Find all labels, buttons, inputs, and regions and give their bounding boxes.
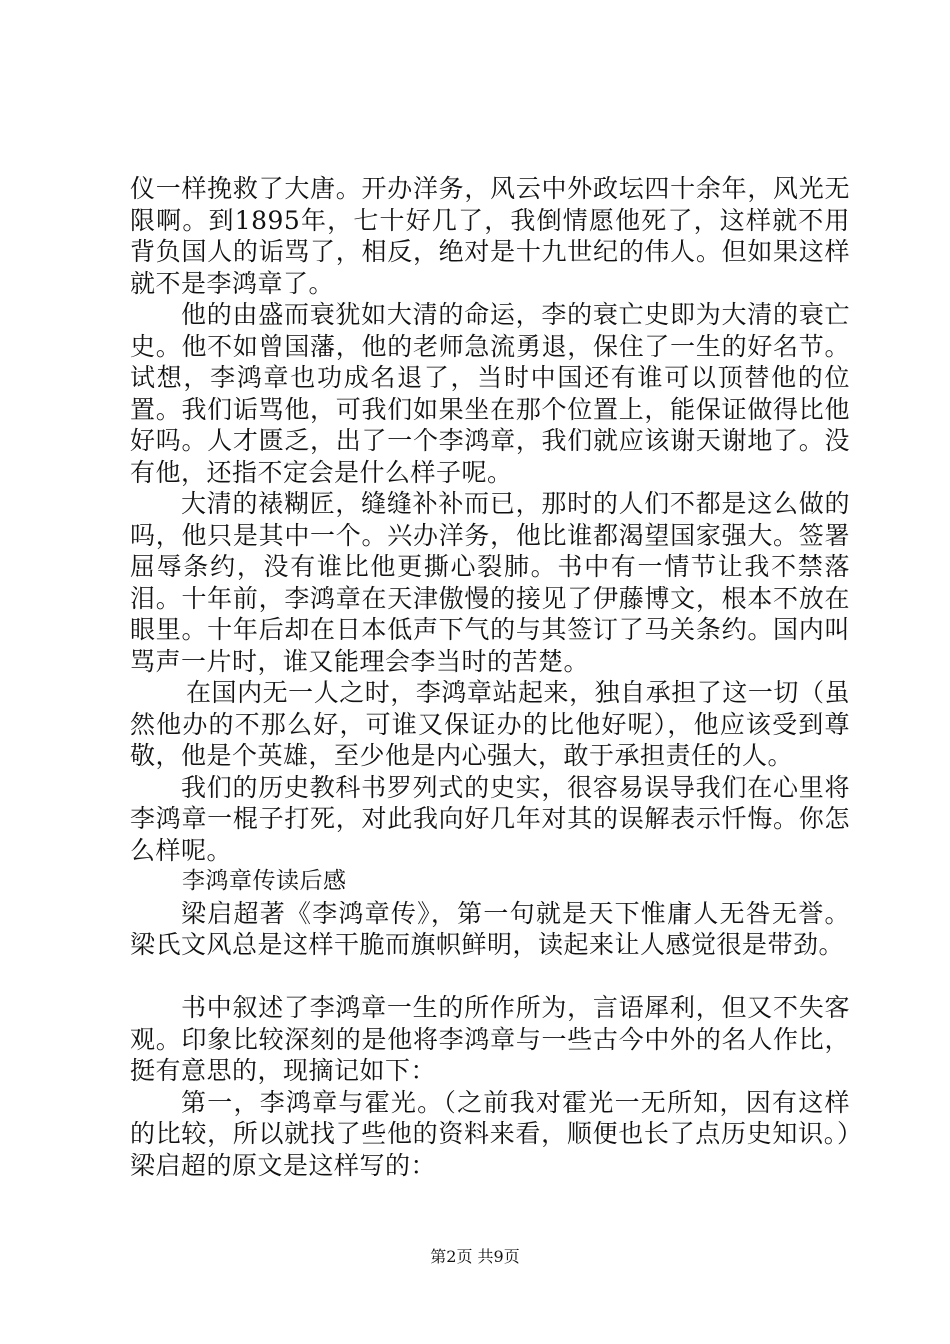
page-footer: 第2页 共9页	[430, 1247, 520, 1266]
paragraph-decline: 他的由盛而衰犹如大清的命运，李的衰亡史即为大清的衰亡史。他不如曾国藩，他的老师急流勇退，保住了一生的好名节。试想，李鸿章也功成名退了，当时中国还有谁可以顶替他的位置。我们诟骂他，可我们如果坐在那个位置上，能保证做得比他好吗。人才匮乏，出了一个李鸿章，我们就应该谢天谢地了。没有他，还指不定会是什么样子呢。	[130, 300, 850, 487]
section-heading: 李鸿章传读后感	[182, 868, 347, 894]
paragraph-paperhanger: 大清的裱糊匠，缝缝补补而已，那时的人们不都是这么做的吗，他只是其中一个。兴办洋务，他比谁都渴望国家强大。签署屈辱条约，没有谁比他更撕心裂肺。书中有一情节让我不禁落泪。十年前，李鸿章在天津傲慢的接见了伊藤博文，根本不放在眼里。十年后却在日本低声下气的与其签订了马关条约。国内叫骂声一片时，谁又能理会李当时的苦楚。	[130, 489, 850, 676]
paragraph-hero: 在国内无一人之时，李鸿章站起来，独自承担了这一切（虽然他办的不那么好，可谁又保证办的比他好呢），他应该受到尊敬，他是个英雄，至少他是内心强大，敢于承担责任的人。	[130, 678, 850, 770]
paragraph-continuation: 仪一样挽救了大唐。开办洋务，风云中外政坛四十余年，风光无限啊。到1895年，七十好几了，我倒情愿他死了，这样就不用背负国人的诟骂了，相反，绝对是十九世纪的伟人。但如果这样就不是李鸿章了。	[130, 174, 850, 298]
paragraph-liang-intro: 梁启超著《李鸿章传》，第一句就是天下惟庸人无咎无誉。梁氏文风总是这样干脆而旗帜鲜明，读起来让人感觉很是带劲。	[130, 898, 850, 959]
paragraph-textbook: 我们的历史教科书罗列式的史实，很容易误导我们在心里将李鸿章一棍子打死，对此我向好几年对其的误解表示忏悔。你怎么样呢。	[130, 772, 850, 865]
blank-line	[130, 961, 850, 993]
paragraph-book-summary: 书中叙述了李鸿章一生的所作所为，言语犀利，但又不失客观。印象比较深刻的是他将李鸿章与一些古今中外的名人作比，挺有意思的，现摘记如下：	[130, 993, 850, 1085]
paragraph-huoguang: 第一，李鸿章与霍光。（之前我对霍光一无所知，因有这样的比较，所以就找了些他的资料来看，顺便也长了点历史知识。）梁启超的原文是这样写的：	[130, 1087, 850, 1180]
document-body	[130, 173, 850, 1181]
